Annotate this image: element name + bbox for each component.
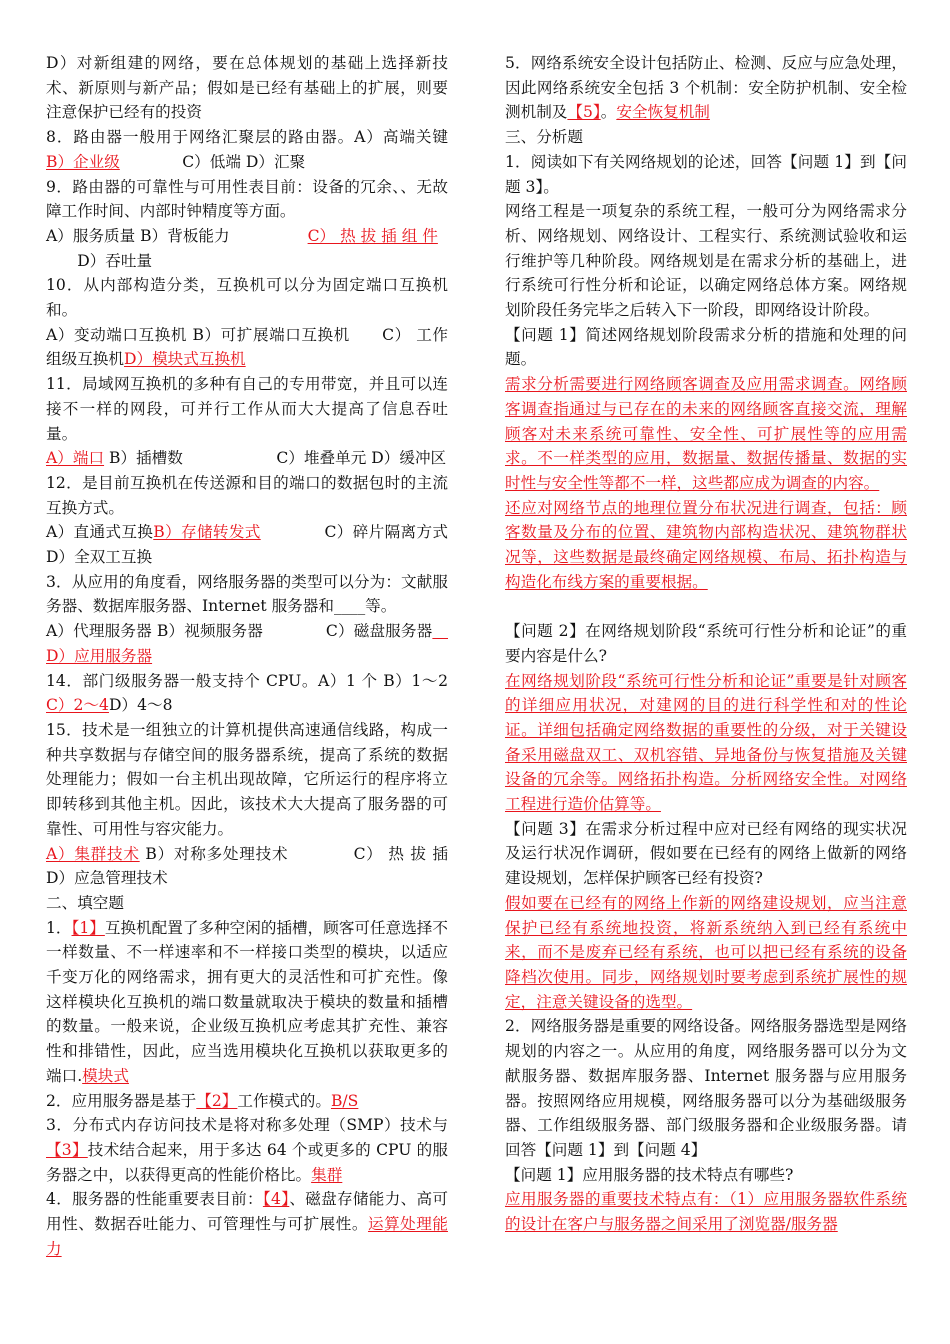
question-text: 【问题 1】应用服务器的技术特点有哪些? [505,1165,794,1184]
question-text: 1． [46,918,72,937]
question-text: A）服务质量 B）背板能力 [46,226,308,245]
paragraph-r3 [505,199,907,323]
paragraph-r13 [505,1187,907,1236]
paragraph-l12 [46,619,448,668]
question-text: 1．阅读如下有关网络规划的论述，回答【问题 1】到【问题 3】。 [505,152,907,196]
answer-text: 集群 [311,1165,343,1184]
left-column [46,51,480,1261]
answer-text: 运算处理能力 [46,1215,448,1258]
answer-text: B）企业级 [46,152,120,171]
paragraph-gap [505,594,907,619]
question-text: 15．技术是一组独立的计算机提供高速通信线路，构成一种共享数据与存储空间的服务器系统，提高了系统的数据处理能力；假如一台主机出现故障，它所运行的程序将立即转移到其他主机。因此，该技术大大提高了服务器的可靠性、可用性与容灾能力。 [46,720,448,838]
answer-text: D）模块式互换机 [123,350,246,369]
answer-text: C） 热 拔 插 组 件 [307,226,438,245]
question-text: 互换机配置了多种空闲的插槽，顾客可任意选择不一样数量、不一样速率和不一样接口类型的模块，以适应千变万化的网络需求，拥有更大的灵活性和可扩充性。像这样模块化互换机的端口数量就取决于模块的数量和插槽的数量。一般来说，企业级互换机应考虑其扩充性、兼容性和排错性，因此，应当选用模块化互换机以获取更多的端口. [46,918,448,1085]
answer-text: 需求分析需要进行网络顾客调查及应用需求调查。网络顾客调查指通过与已存在的未来的网络顾客直接交流，理解顾客对未来系统可靠性、安全性、可扩展性等的应用需求。不一样类型的应用，数据量、数据传播量、数据的实时性与安全性等都不一样，这些都应成为调查的内容。 [505,375,907,492]
question-text: 3．分布式内存访问技术是将对称多处理（SMP）技术与 [46,1116,448,1135]
paragraph-l13 [46,669,464,718]
question-text: 8．路由器一般用于网络汇聚层的路由器。A）高端关键 [46,128,464,147]
answer-text: A）端口 [46,449,105,468]
question-text: A）直通式互换 [46,523,154,542]
question-text: 12．是目前互换机在传送源和目的端口的数据包时的主流互换方式。 [46,473,448,517]
question-text: 工作模式的。 [237,1091,331,1110]
paragraph-r4 [505,323,907,372]
answer-text: 还应对网络节点的地理位置分布状况进行调查，包括：顾客数量及分布的位置、建筑物内部构造状况、建筑物群状况等，这些数据是最终确定网络规模、布局、拓扑构造与构造化布线方案的重要根据。 [505,498,907,591]
question-text: 4．服务器的性能重要表目前： [46,1190,263,1209]
paragraph-l3 [46,224,448,249]
question-text: C）碎片隔离方式 D）全双工互换 [46,523,480,567]
paragraph-l9 [46,471,448,520]
paragraph-l16 [46,891,448,916]
paragraph-r12 [505,1163,907,1188]
question-text: 3．从应用的角度看，网络服务器的类型可以分为：文献服务器、数据库服务器、Internet 服务器和____等。 [46,572,448,616]
paragraph-l2 [46,175,448,224]
answer-text: 应用服务器的重要技术特点有：（1）应用服务器软件系统的设计在客户与服务器之间采用了浏览器/服务器 [505,1190,907,1234]
question-text: 【问题 3】在需求分析过程中应对已经有网络的现实状况及运行状况作调研，假如要在已经有的网络上做新的网络建设规划，怎样保护顾客已经有投资? [505,819,907,888]
question-text: 2．网络服务器是重要的网络设备。网络服务器选型是网络规划的内容之一。从应用的角度，网络服务器可以分为文献服务器、数据库服务器、Internet 服务器与应用服务器。按照网络应用规模，网络服务器可以分为基础级服务器、工作组级服务器、部门级服务器和企业级服务器。请回答【问题 1】到【问题 4】 [505,1017,907,1159]
paragraph-l15 [46,842,448,891]
answer-text: C）2～4 [46,696,109,715]
question-text: 9．路由器的可靠性与可用性表目前：设备的冗余、、无故障工作时间、内部时钟精度等方面。 [46,177,448,221]
answer-text: D）应用服务器 [46,622,448,665]
question-text: 技术结合起来，用于多达 64 个或更多的 CPU 的服务器之中，以获得更高的性能价格比。 [46,1140,448,1184]
paragraph-r10 [505,891,907,1015]
question-text: 二、填空题 [46,893,124,912]
answer-text: B）存储转发式 [153,523,261,542]
paragraph-l18 [46,1089,448,1114]
answer-text: B/S [330,1091,359,1110]
question-text: D）吞吐量 [46,251,153,270]
paragraph-r6 [505,496,907,595]
answer-text: A）集群技术 [46,844,140,863]
paragraph-l5 [46,273,448,322]
paragraph-r1 [505,125,907,150]
answer-text: 【4】 [262,1190,290,1209]
paragraph-l17 [46,916,448,1089]
paragraph-l0 [46,51,448,125]
answer-text: 【3】 [46,1140,88,1159]
answer-text: 【5】 [567,103,601,122]
question-text: 、磁盘存储能力、高可用性、数据吞吐能力、可管理性与可扩展性。 [46,1190,448,1234]
paragraph-l4 [46,249,448,274]
paragraph-l1 [46,125,464,174]
answer-text: 假如要在已经有的网络上作新的网络建设规划，应当注意保护已经有系统地投资，将新系统纳入到已经有系统中来，而不是废弃已经有系统，也可以把已经有系统的设备降档次使用。同步，网络规划时要考虑到系统扩展性的规定，注意关键设备的选型。 [505,893,907,1011]
question-text: D）4～8 [108,696,173,715]
paragraph-l19 [46,1113,448,1187]
question-text: D）对新组建的网络，要在总体规划的基础上选择新技术、新原则与新产品；假如是已经有基础上的扩展，则要注意保护已经有的投资 [46,54,448,122]
question-text: 10．从内部构造分类，互换机可以分为固定端口互换机和。 [46,276,448,320]
question-text: 三、分析题 [505,128,583,147]
question-text: A）代理服务器 B）视频服务器 C）磁盘服务器 [46,622,433,641]
right-column [505,51,907,1237]
question-text: 。 [600,103,617,122]
question-text: 网络工程是一项复杂的系统工程，一般可分为网络需求分析、网络规划、网络设计、工程实行、系统测试验收和运行维护等几种阶段。网络规划是在需求分析的基础上，进行系统可行性分析和论证，以确定网络总体方案。网络规划阶段任务完毕之后转入下一阶段，即网络设计阶段。 [505,202,907,320]
paragraph-l7 [46,372,448,446]
paragraph-l6 [46,323,448,372]
paragraph-l11 [46,570,448,619]
paragraph-l14 [46,718,448,842]
answer-text: 在网络规划阶段“系统可行性分析和论证”重要是针对顾客的详细应用状况，对建网的目的进行科学性和对的性论证。详细包括确定网络数据的重要性的分级，对于关键设备采用磁盘双工、双机容错、异地备份与恢复措施及关键设备的冗余等。网络拓扑构造。分析网络安全性。对网络工程进行造价估算等。 [505,671,907,814]
question-text: 11．局域网互换机的多种有自己的专用带宽，并且可以连接不一样的网段，可并行工作从而大大提高了信息吞吐量。 [46,375,448,443]
question-text: 【问题 1】简述网络规划阶段需求分析的措施和处理的问题。 [505,325,907,369]
paragraph-l8 [46,446,448,471]
question-text: C）低端 D）汇聚 [119,152,306,171]
question-text: B）插槽数 C）堆叠单元 D）缓冲区 [104,449,447,468]
question-text: 2．应用服务器是基于 [46,1091,197,1110]
paragraph-r9 [505,817,907,891]
answer-text: 模块式 [82,1066,129,1085]
paragraph-r8 [505,669,907,817]
paragraph-r11 [505,1014,907,1162]
answer-text: 【1】 [71,918,105,937]
paragraph-r2 [505,150,907,199]
answer-text: 安全恢复机制 [616,103,710,122]
question-text: 14．部门级服务器一般支持个 CPU。A）1 个 B）1～2 [46,671,464,690]
question-text: B）对称多处理技术 C） 热 拔 插 D）应急管理技术 [46,844,448,888]
paragraph-r0 [505,51,907,125]
question-text: A）变动端口互换机 B）可扩展端口互换机 C） 工作组级互换机 [46,325,448,369]
paragraph-r7 [505,619,907,668]
question-text: 【问题 2】在网络规划阶段“系统可行性分析和论证”的重要内容是什么? [505,622,907,665]
paragraph-r5 [505,372,907,496]
answer-text: 【2】 [196,1091,238,1110]
paragraph-l10 [46,520,480,569]
question-text: 5．网络系统安全设计包括防止、检测、反应与应急处理，因此网络系统安全包括 3 个机制：安全防护机制、安全检测机制及 [505,54,907,122]
paragraph-l20 [46,1187,448,1261]
